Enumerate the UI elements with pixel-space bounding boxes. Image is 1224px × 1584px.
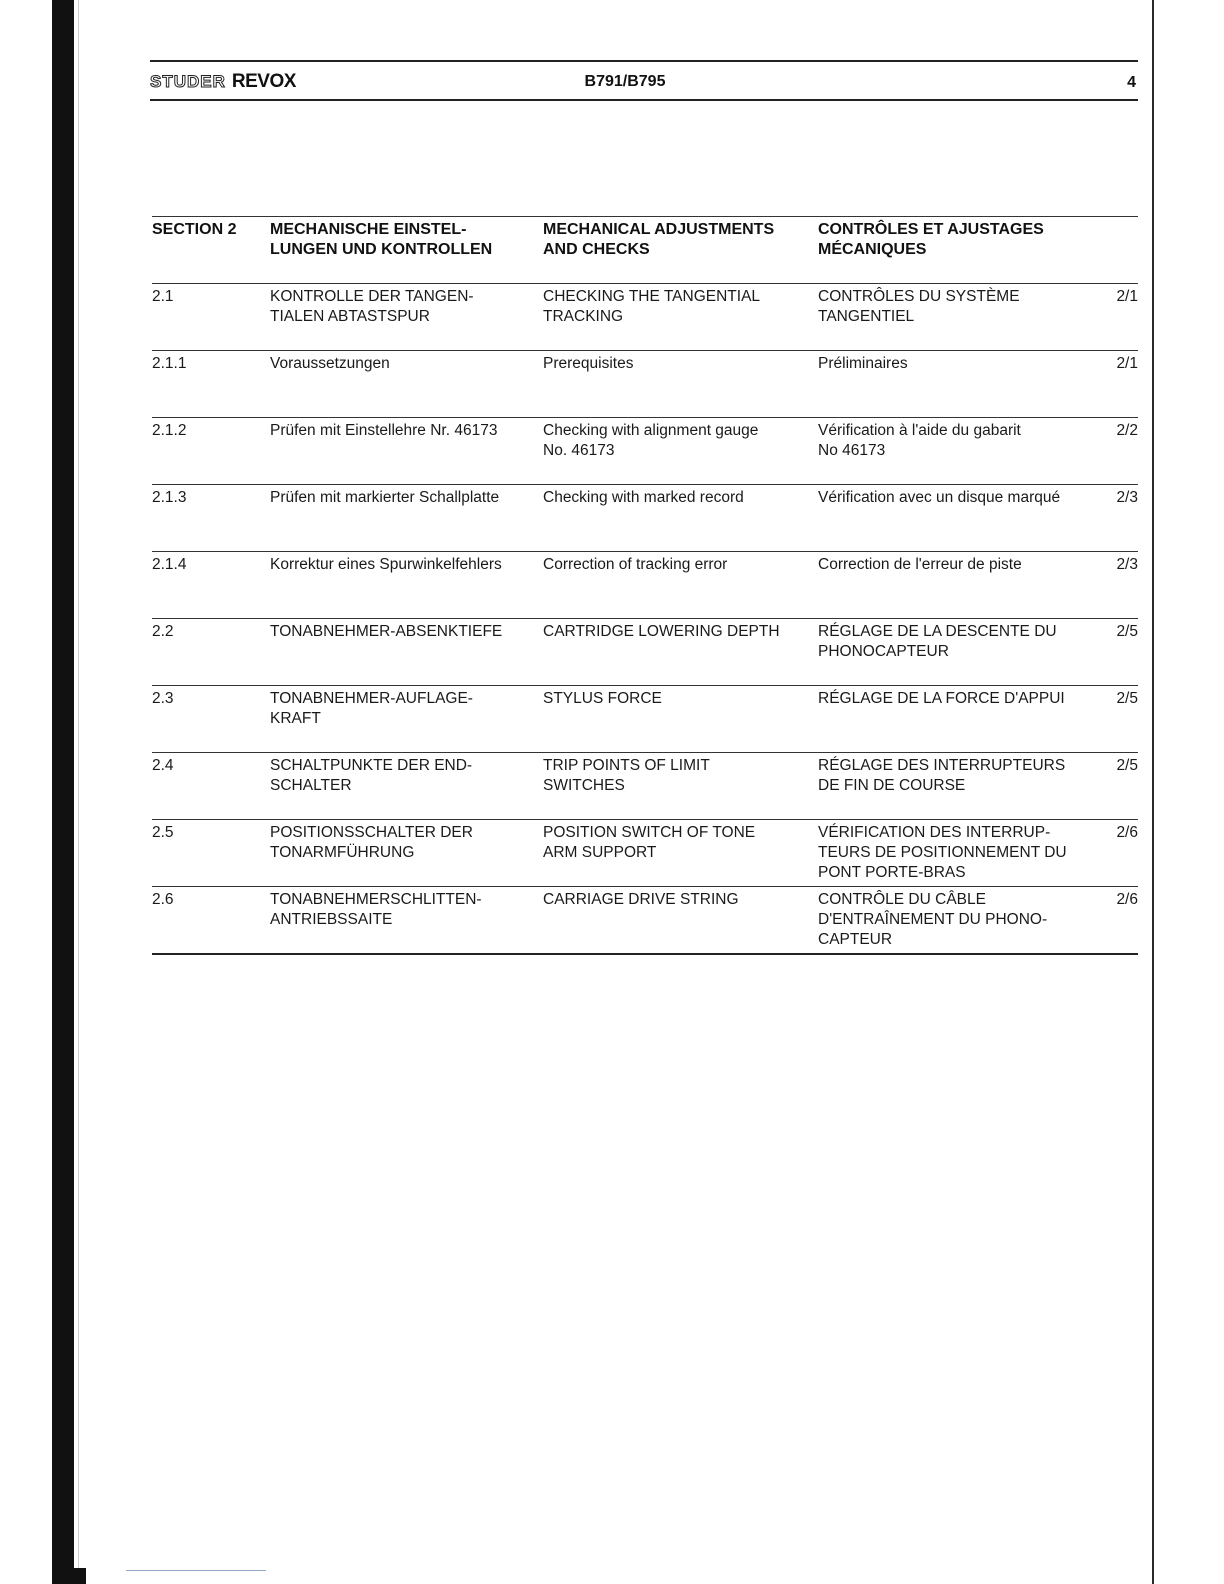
entry-french: Vérification avec un disque marqué xyxy=(818,489,1061,506)
section-number: 2.1.4 xyxy=(152,556,187,573)
entry-english: CARRIAGE DRIVE STRING xyxy=(543,891,739,908)
page-reference: 2/1 xyxy=(1116,288,1138,305)
section-number: 2.1 xyxy=(152,288,174,305)
scan-binding-shadow xyxy=(78,0,79,1584)
entry-english: STYLUS FORCE xyxy=(543,690,662,707)
page-reference: 2/1 xyxy=(1116,355,1138,372)
section-number: 2.1.1 xyxy=(152,355,187,372)
entry-german: TONABNEHMER-ABSENKTIEFE xyxy=(270,623,503,640)
entry-french: RÉGLAGE DE LA DESCENTE DU PHONOCAPTEUR xyxy=(818,623,1057,660)
entry-german: Korrektur eines Spurwinkelfehlers xyxy=(270,556,502,573)
toc-rows xyxy=(152,284,1138,955)
section-number: 2.1.3 xyxy=(152,489,187,506)
entry-german: Prüfen mit markierter Schallplatte xyxy=(270,489,500,506)
toc-row xyxy=(152,686,1138,753)
page-reference: 2/3 xyxy=(1116,489,1138,506)
toc-row xyxy=(152,887,1138,955)
page-number: 4 xyxy=(1127,74,1136,91)
entry-german: KONTROLLE DER TANGEN- TIALEN ABTASTSPUR xyxy=(270,288,474,325)
entry-english: Prerequisites xyxy=(543,355,634,372)
entry-german: POSITIONSSCHALTER DER TONARMFÜHRUNG xyxy=(270,824,473,861)
brand-logo xyxy=(150,71,296,93)
entry-german: Voraussetzungen xyxy=(270,355,390,372)
toc-row xyxy=(152,820,1138,887)
heading-english: MECHANICAL ADJUSTMENTS AND CHECKS xyxy=(543,221,775,258)
toc-row xyxy=(152,351,1138,418)
entry-english: TRIP POINTS OF LIMIT SWITCHES xyxy=(543,757,710,794)
section-number: 2.1.2 xyxy=(152,422,187,439)
entry-german: TONABNEHMER-AUFLAGE- KRAFT xyxy=(270,690,473,727)
page-reference: 2/5 xyxy=(1116,623,1138,640)
page-reference: 2/3 xyxy=(1116,556,1138,573)
entry-german: TONABNEHMERSCHLITTEN- ANTRIEBSSAITE xyxy=(270,891,482,928)
entry-english: Checking with alignment gauge No. 46173 xyxy=(543,422,759,459)
page-reference: 2/5 xyxy=(1116,757,1138,774)
entry-french: CONTRÔLE DU CÂBLE D'ENTRAÎNEMENT DU PHONO- CAPTEUR xyxy=(818,891,1048,948)
toc-row xyxy=(152,619,1138,686)
heading-french: CONTRÔLES ET AJUSTAGES MÉCANIQUES xyxy=(818,221,1044,258)
studer-logo-text: STUDER xyxy=(150,72,226,91)
entry-english: CHECKING THE TANGENTIAL TRACKING xyxy=(543,288,761,325)
toc-row xyxy=(152,753,1138,820)
toc-row xyxy=(152,284,1138,351)
entry-german: SCHALTPUNKTE DER END- SCHALTER xyxy=(270,757,473,794)
entry-english: Correction of tracking error xyxy=(543,556,728,573)
entry-english: CARTRIDGE LOWERING DEPTH xyxy=(543,623,780,640)
entry-french: Correction de l'erreur de piste xyxy=(818,556,1022,573)
table-of-contents xyxy=(152,216,1138,955)
entry-french: CONTRÔLES DU SYSTÈME TANGENTIEL xyxy=(818,288,1020,325)
entry-english: Checking with marked record xyxy=(543,489,744,506)
scan-corner-mark xyxy=(62,1568,86,1584)
section-number: 2.3 xyxy=(152,690,174,707)
section-number: 2.6 xyxy=(152,891,174,908)
toc-heading-row xyxy=(152,216,1138,284)
page-reference: 2/2 xyxy=(1116,422,1138,439)
page-reference: 2/6 xyxy=(1116,891,1138,908)
toc-row xyxy=(152,418,1138,485)
section-number: 2.4 xyxy=(152,757,174,774)
entry-french: VÉRIFICATION DES INTERRUP- TEURS DE POSITIONNEMENT DU PONT PORTE-BRAS xyxy=(818,824,1067,881)
revox-logo-text: REVOX xyxy=(231,71,296,92)
document-model: B791/B795 xyxy=(584,73,666,90)
section-label: SECTION 2 xyxy=(152,221,237,238)
header-top-rule xyxy=(150,60,1138,62)
entry-german: Prüfen mit Einstellehre Nr. 46173 xyxy=(270,422,498,439)
page-reference: 2/5 xyxy=(1116,690,1138,707)
section-number: 2.5 xyxy=(152,824,174,841)
heading-german: MECHANISCHE EINSTEL- LUNGEN UND KONTROLLEN xyxy=(270,221,493,258)
header-bottom-rule xyxy=(150,99,1138,101)
entry-french: Vérification à l'aide du gabarit No 46173 xyxy=(818,422,1021,459)
scan-page-edge xyxy=(1152,0,1154,1584)
toc-row xyxy=(152,552,1138,619)
entry-english: POSITION SWITCH OF TONE ARM SUPPORT xyxy=(543,824,756,861)
page-reference: 2/6 xyxy=(1116,824,1138,841)
toc-row xyxy=(152,485,1138,552)
entry-french: RÉGLAGE DES INTERRUPTEURS DE FIN DE COURSE xyxy=(818,757,1066,794)
scan-binding-edge xyxy=(52,0,74,1584)
section-number: 2.2 xyxy=(152,623,174,640)
scan-footer-line xyxy=(126,1570,266,1571)
entry-french: RÉGLAGE DE LA FORCE D'APPUI xyxy=(818,690,1065,707)
entry-french: Préliminaires xyxy=(818,355,908,372)
